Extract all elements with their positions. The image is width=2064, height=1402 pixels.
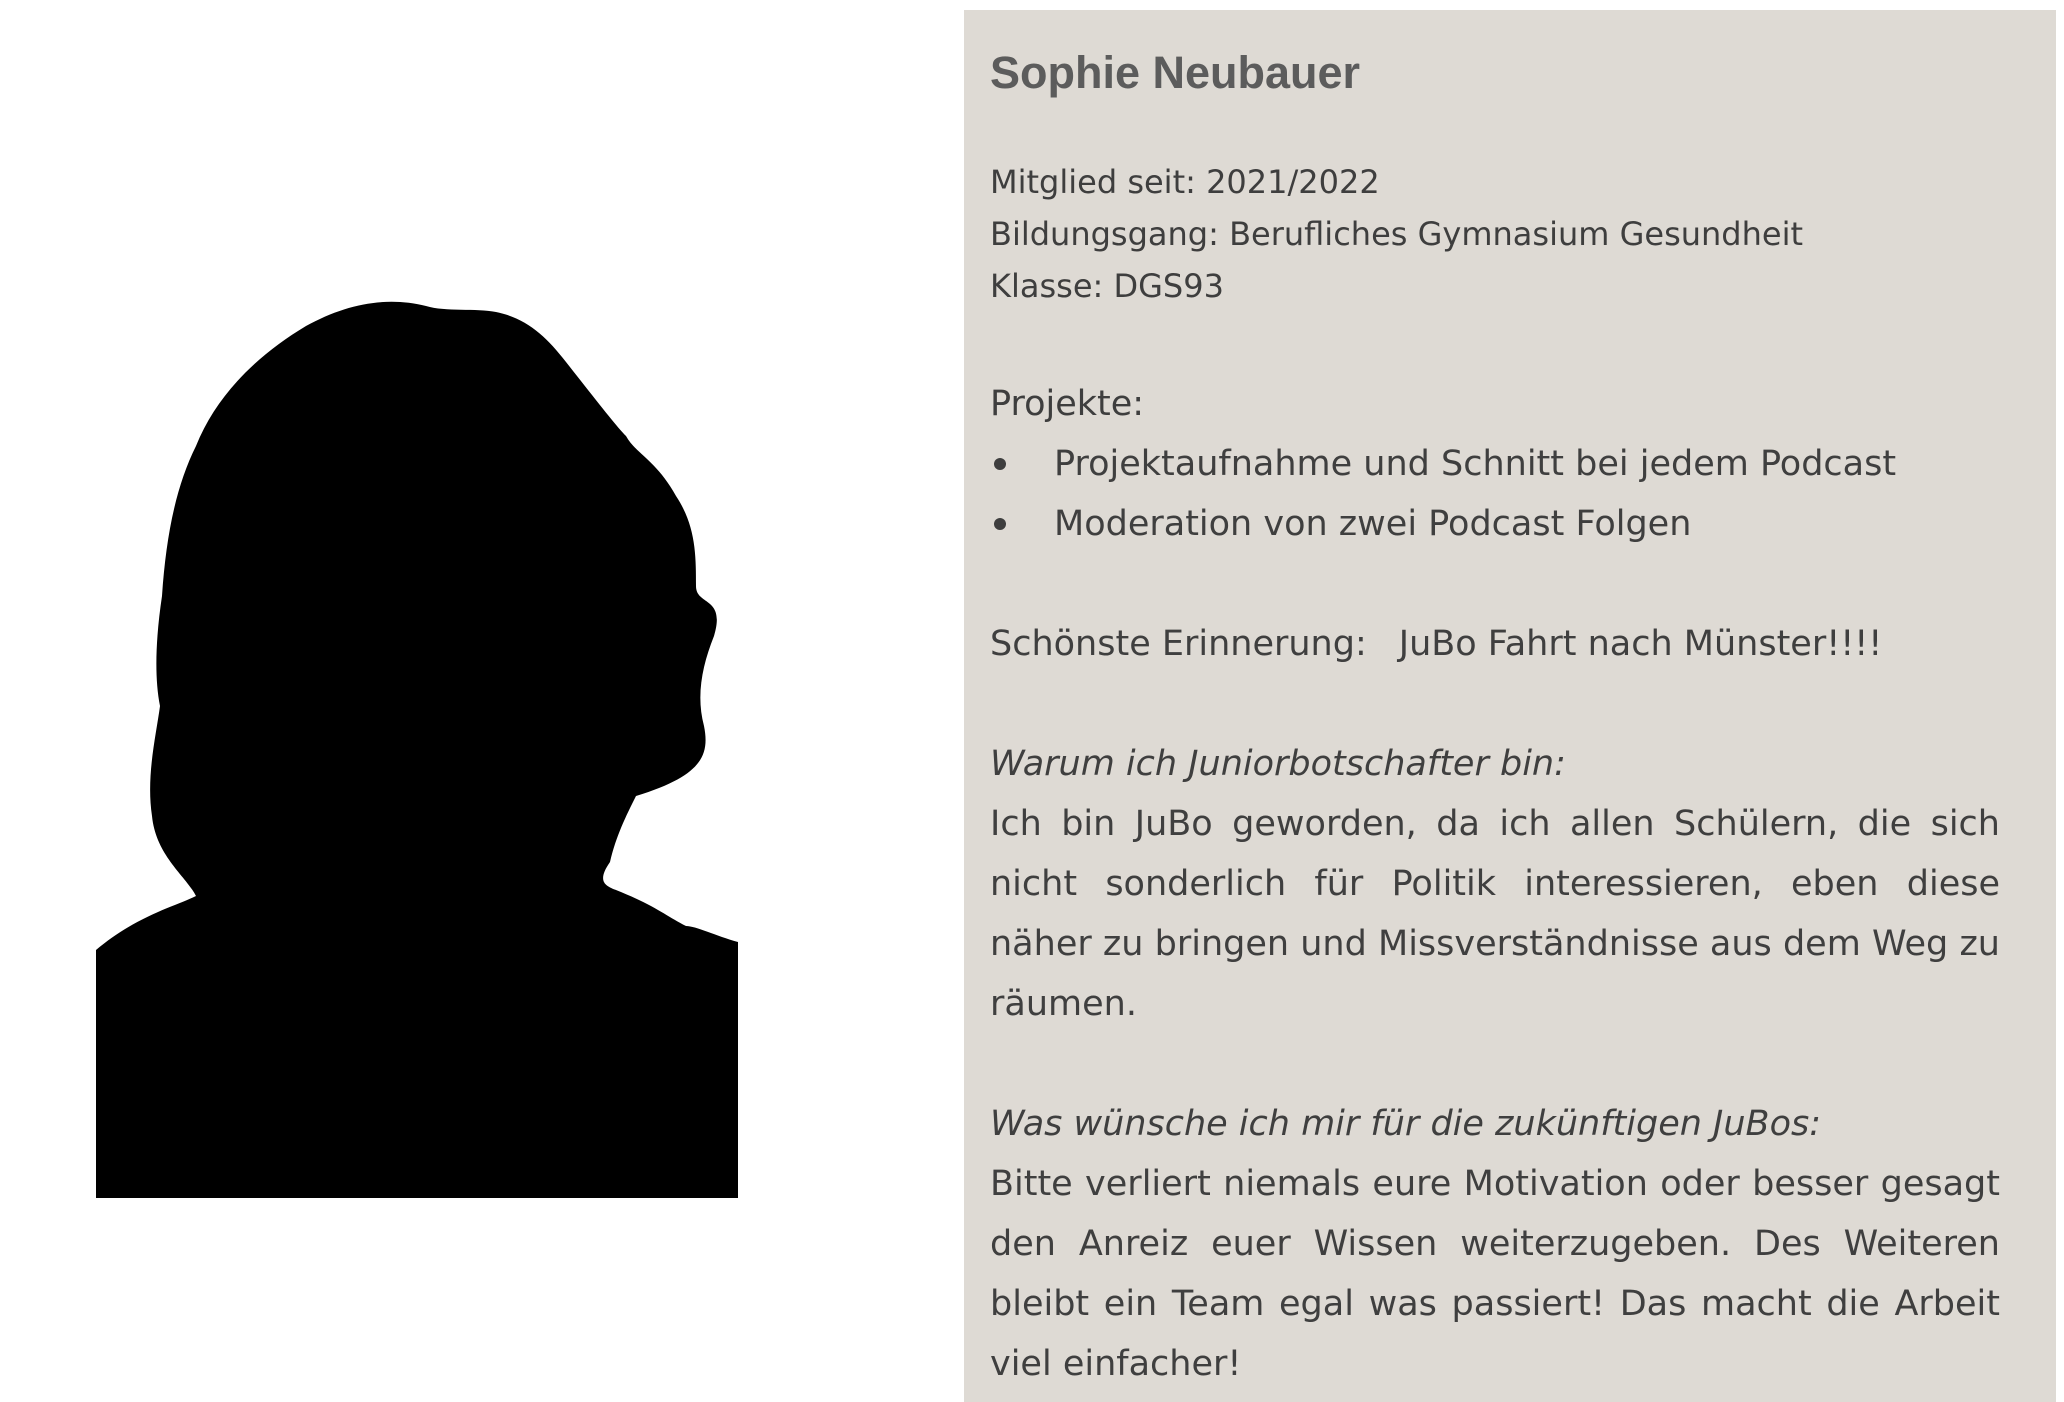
profile-name: Sophie Neubauer (990, 47, 1361, 98)
member-since: Mitglied seit: 2021/2022 (990, 163, 1380, 201)
bullet-icon (994, 458, 1006, 470)
memory-label: Schönste Erinnerung: (990, 624, 1367, 664)
list-item (990, 434, 2000, 494)
wish-section (990, 1094, 2000, 1394)
projects-section (990, 374, 2000, 554)
projects-label: Projekte: (990, 384, 1145, 424)
school-class: Klasse: DGS93 (990, 267, 1224, 305)
wish-heading: Was wünsche ich mir für die zukünftigen JuBos: (990, 1104, 1822, 1144)
education-program: Bildungsgang: Berufliches Gymnasium Gesundheit (990, 215, 1804, 253)
profile-card (964, 10, 2056, 1402)
person-silhouette-icon (96, 296, 738, 1198)
projects-list (990, 434, 2000, 554)
wish-text: Bitte verliert niemals eure Motivation oder besser gesagt den Anreiz euer Wissen weiterzugeben. Des Weiteren bleibt ein Team egal was passiert! Das macht die Arbeit viel einfacher! (990, 1164, 2000, 1384)
favorite-memory (990, 614, 2000, 674)
why-section (990, 734, 2000, 1034)
why-heading: Warum ich Juniorbotschafter bin: (990, 744, 1566, 784)
project-text: Moderation von zwei Podcast Folgen (1054, 504, 1692, 544)
memory-value: JuBo Fahrt nach Münster!!!! (1398, 624, 1883, 664)
project-text: Projektaufnahme und Schnitt bei jedem Podcast (1054, 444, 1897, 484)
why-text: Ich bin JuBo geworden, da ich allen Schülern, die sich nicht sonderlich für Politik interessieren, eben diese näher zu bringen und Missverständnisse aus dem Weg zu räumen. (990, 804, 2000, 1024)
list-item (990, 494, 2000, 554)
bullet-icon (994, 518, 1006, 530)
profile-meta (990, 156, 2000, 312)
